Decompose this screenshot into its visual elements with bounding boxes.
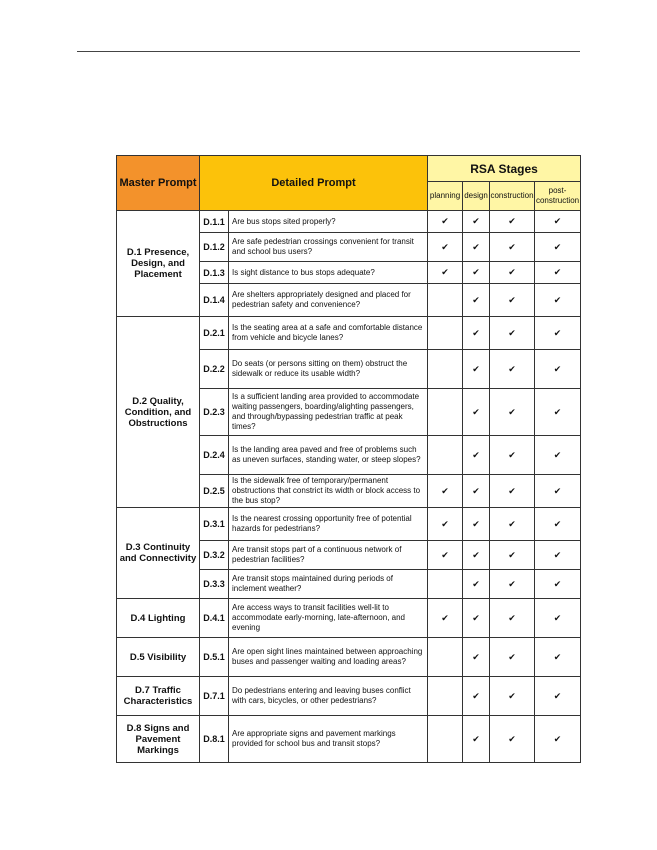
checkmark-icon: ✔: [553, 733, 562, 744]
prompt-text: Are transit stops maintained during periods of inclement weather?: [229, 570, 428, 599]
checkmark-icon: ✔: [441, 216, 449, 226]
check-cell-post-construction: [535, 475, 581, 508]
check-cell-design: [463, 599, 490, 638]
checkmark-icon: ✔: [508, 485, 516, 496]
top-rule: [77, 51, 580, 52]
checkmark-icon: ✔: [441, 485, 449, 496]
check-cell-construction: [490, 638, 535, 677]
check-cell-planning: [428, 350, 463, 389]
check-cell-planning: [428, 677, 463, 716]
rsa-prompt-table: [116, 155, 581, 763]
check-cell-post-construction: [535, 677, 581, 716]
prompt-code: D.1.4: [200, 284, 229, 317]
check-cell-post-construction: [535, 233, 581, 262]
checkmark-icon: ✔: [553, 294, 562, 305]
detailed-prompt-header: Detailed Prompt: [200, 156, 428, 211]
master-prompt-cell: D.5 Visibility: [117, 638, 200, 677]
master-prompt-cell: D.1 Presence, Design, and Placement: [117, 211, 200, 317]
checkmark-icon: ✔: [472, 241, 480, 252]
prompt-code: D.3.2: [200, 541, 229, 570]
prompt-code: D.4.1: [200, 599, 229, 638]
check-cell-design: [463, 233, 490, 262]
prompt-text: Is sight distance to bus stops adequate?: [229, 262, 428, 284]
stage-planning-header: planning: [428, 182, 463, 211]
checkmark-icon: ✔: [508, 363, 516, 374]
table-row: [117, 716, 581, 763]
prompt-text: Is the landing area paved and free of problems such as uneven surfaces, standing water, or steep slopes?: [229, 436, 428, 475]
prompt-text: Is the sidewalk free of temporary/permanent obstructions that constrict its width or block access to the bus stop?: [229, 475, 428, 508]
prompt-code: D.2.2: [200, 350, 229, 389]
check-cell-construction: [490, 284, 535, 317]
prompt-code: D.1.2: [200, 233, 229, 262]
checkmark-icon: ✔: [508, 612, 516, 623]
prompt-code: D.2.4: [200, 436, 229, 475]
checkmark-icon: ✔: [553, 406, 562, 417]
check-cell-planning: [428, 508, 463, 541]
master-prompt-header: Master Prompt: [117, 156, 200, 211]
check-cell-planning: [428, 716, 463, 763]
checkmark-icon: ✔: [508, 327, 516, 338]
check-cell-construction: [490, 508, 535, 541]
checkmark-icon: ✔: [553, 216, 562, 226]
check-cell-planning: [428, 284, 463, 317]
checkmark-icon: ✔: [553, 690, 562, 701]
check-cell-design: [463, 677, 490, 716]
checkmark-icon: ✔: [553, 578, 562, 589]
check-cell-post-construction: [535, 317, 581, 350]
checkmark-icon: ✔: [553, 485, 562, 496]
checkmark-icon: ✔: [441, 518, 449, 529]
prompt-text: Are appropriate signs and pavement markings provided for school bus and transit stops?: [229, 716, 428, 763]
checkmark-icon: ✔: [472, 578, 480, 589]
check-cell-planning: [428, 475, 463, 508]
checkmark-icon: ✔: [441, 267, 449, 277]
master-prompt-cell: D.4 Lighting: [117, 599, 200, 638]
check-cell-design: [463, 716, 490, 763]
table-row: [117, 599, 581, 638]
checkmark-icon: ✔: [508, 449, 516, 460]
checkmark-icon: ✔: [472, 549, 480, 560]
prompt-text: Are safe pedestrian crossings convenient for transit and school bus users?: [229, 233, 428, 262]
checkmark-icon: ✔: [508, 518, 516, 529]
check-cell-post-construction: [535, 638, 581, 677]
checkmark-icon: ✔: [472, 267, 480, 277]
prompt-text: Is the nearest crossing opportunity free of potential hazards for pedestrians?: [229, 508, 428, 541]
checkmark-icon: ✔: [553, 549, 562, 560]
checkmark-icon: ✔: [472, 690, 480, 701]
prompt-code: D.5.1: [200, 638, 229, 677]
check-cell-construction: [490, 436, 535, 475]
check-cell-construction: [490, 350, 535, 389]
checkmark-icon: ✔: [472, 294, 480, 305]
check-cell-design: [463, 508, 490, 541]
checkmark-icon: ✔: [553, 518, 562, 529]
check-cell-construction: [490, 599, 535, 638]
check-cell-post-construction: [535, 436, 581, 475]
table-row: [117, 211, 581, 233]
check-cell-construction: [490, 570, 535, 599]
checkmark-icon: ✔: [441, 549, 449, 560]
prompt-code: D.1.3: [200, 262, 229, 284]
prompt-code: D.1.1: [200, 211, 229, 233]
checkmark-icon: ✔: [472, 518, 480, 529]
checkmark-icon: ✔: [508, 651, 516, 662]
rsa-stages-header: RSA Stages: [428, 156, 581, 182]
check-cell-planning: [428, 317, 463, 350]
check-cell-post-construction: [535, 508, 581, 541]
checkmark-icon: ✔: [472, 216, 480, 226]
table-row: [117, 677, 581, 716]
check-cell-post-construction: [535, 570, 581, 599]
prompt-text: Do seats (or persons sitting on them) obstruct the sidewalk or reduce its usable width?: [229, 350, 428, 389]
checkmark-icon: ✔: [553, 612, 562, 623]
table-row: [117, 317, 581, 350]
checkmark-icon: ✔: [508, 294, 516, 305]
checkmark-icon: ✔: [553, 651, 562, 662]
checkmark-icon: ✔: [472, 733, 480, 744]
master-prompt-cell: D.2 Quality, Condition, and Obstructions: [117, 317, 200, 508]
check-cell-construction: [490, 677, 535, 716]
check-cell-post-construction: [535, 599, 581, 638]
check-cell-construction: [490, 317, 535, 350]
check-cell-post-construction: [535, 716, 581, 763]
check-cell-design: [463, 475, 490, 508]
prompt-text: Are shelters appropriately designed and placed for pedestrian safety and convenience?: [229, 284, 428, 317]
checkmark-icon: ✔: [441, 612, 449, 623]
checkmark-icon: ✔: [553, 267, 562, 277]
check-cell-planning: [428, 570, 463, 599]
checkmark-icon: ✔: [472, 363, 480, 374]
prompt-text: Is a sufficient landing area provided to accommodate waiting passengers, boarding/alighting passengers, and through/bypassing pedestrian traffic at peak times?: [229, 389, 428, 436]
check-cell-planning: [428, 541, 463, 570]
check-cell-post-construction: [535, 211, 581, 233]
master-prompt-cell: D.3 Continuity and Connectivity: [117, 508, 200, 599]
checkmark-icon: ✔: [472, 449, 480, 460]
check-cell-design: [463, 638, 490, 677]
check-cell-design: [463, 389, 490, 436]
check-cell-planning: [428, 233, 463, 262]
checkmark-icon: ✔: [508, 690, 516, 701]
prompt-text: Are transit stops part of a continuous network of pedestrian facilities?: [229, 541, 428, 570]
check-cell-post-construction: [535, 284, 581, 317]
check-cell-planning: [428, 638, 463, 677]
prompt-code: D.3.3: [200, 570, 229, 599]
checkmark-icon: ✔: [472, 651, 480, 662]
stage-post-construction-header: post-construction: [535, 182, 581, 211]
prompt-text: Is the seating area at a safe and comfortable distance from vehicle and bicycle lanes?: [229, 317, 428, 350]
check-cell-design: [463, 284, 490, 317]
table-body: [117, 211, 581, 763]
checkmark-icon: ✔: [553, 241, 562, 252]
check-cell-design: [463, 436, 490, 475]
prompt-code: D.8.1: [200, 716, 229, 763]
check-cell-construction: [490, 541, 535, 570]
checkmark-icon: ✔: [508, 267, 516, 277]
checkmark-icon: ✔: [472, 612, 480, 623]
master-prompt-cell: D.7 Traffic Characteristics: [117, 677, 200, 716]
checkmark-icon: ✔: [508, 578, 516, 589]
prompt-code: D.2.5: [200, 475, 229, 508]
check-cell-design: [463, 262, 490, 284]
check-cell-planning: [428, 389, 463, 436]
checkmark-icon: ✔: [441, 241, 449, 252]
check-cell-construction: [490, 211, 535, 233]
stage-construction-header: construction: [490, 182, 535, 211]
check-cell-design: [463, 541, 490, 570]
checkmark-icon: ✔: [508, 406, 516, 417]
checkmark-icon: ✔: [508, 733, 516, 744]
check-cell-construction: [490, 262, 535, 284]
prompt-text: Are open sight lines maintained between approaching buses and passenger waiting and loading areas?: [229, 638, 428, 677]
checkmark-icon: ✔: [508, 241, 516, 252]
check-cell-construction: [490, 716, 535, 763]
check-cell-planning: [428, 436, 463, 475]
check-cell-planning: [428, 599, 463, 638]
checkmark-icon: ✔: [508, 216, 516, 226]
prompt-code: D.7.1: [200, 677, 229, 716]
master-prompt-cell: D.8 Signs and Pavement Markings: [117, 716, 200, 763]
table-row: [117, 508, 581, 541]
check-cell-post-construction: [535, 262, 581, 284]
check-cell-design: [463, 317, 490, 350]
checkmark-icon: ✔: [553, 363, 562, 374]
check-cell-design: [463, 570, 490, 599]
prompt-code: D.2.1: [200, 317, 229, 350]
checkmark-icon: ✔: [508, 549, 516, 560]
check-cell-construction: [490, 475, 535, 508]
check-cell-planning: [428, 262, 463, 284]
checkmark-icon: ✔: [472, 485, 480, 496]
check-cell-post-construction: [535, 350, 581, 389]
stage-design-header: design: [463, 182, 490, 211]
check-cell-design: [463, 350, 490, 389]
checkmark-icon: ✔: [553, 327, 562, 338]
table-row: [117, 638, 581, 677]
check-cell-post-construction: [535, 541, 581, 570]
prompt-text: Are access ways to transit facilities well-lit to accommodate early-morning, late-afternoon, and evening: [229, 599, 428, 638]
check-cell-construction: [490, 233, 535, 262]
check-cell-post-construction: [535, 389, 581, 436]
prompt-text: Do pedestrians entering and leaving buses conflict with cars, bicycles, or other pedestrians?: [229, 677, 428, 716]
prompt-code: D.2.3: [200, 389, 229, 436]
prompt-text: Are bus stops sited properly?: [229, 211, 428, 233]
check-cell-construction: [490, 389, 535, 436]
check-cell-design: [463, 211, 490, 233]
checkmark-icon: ✔: [472, 327, 480, 338]
check-cell-planning: [428, 211, 463, 233]
checkmark-icon: ✔: [472, 406, 480, 417]
prompt-code: D.3.1: [200, 508, 229, 541]
checkmark-icon: ✔: [553, 449, 562, 460]
